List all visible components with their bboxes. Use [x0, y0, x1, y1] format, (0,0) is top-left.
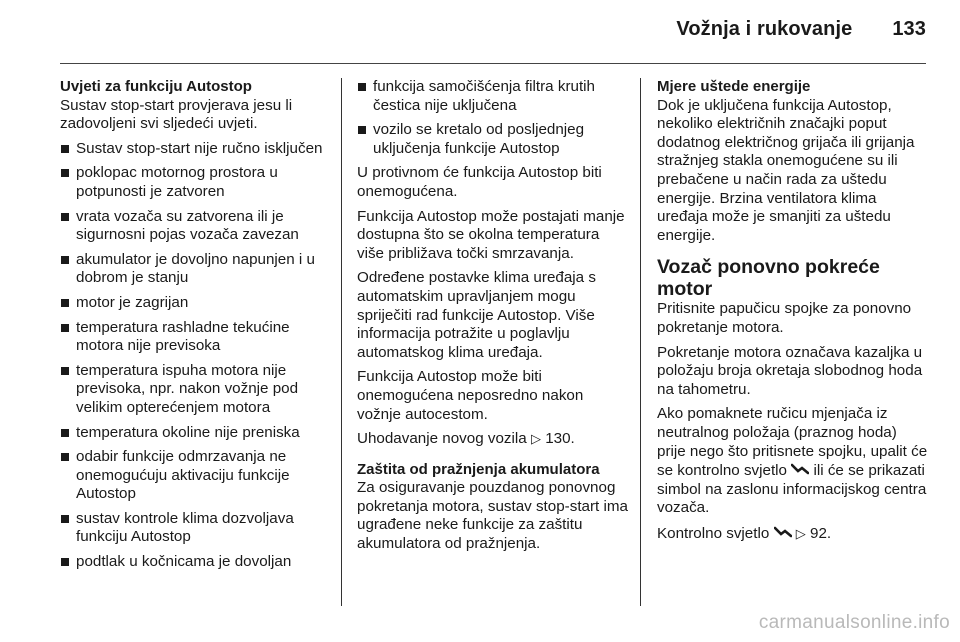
list-item: poklopac motornog prostora u potpunosti je zatvoren [60, 164, 336, 201]
list-item: odabir funkcije odmrzavanja ne onemogućuju aktivaciju funkcije Autostop [60, 448, 336, 504]
list-item: funkcija samočišćenja filtra krutih čestica nije uključena [357, 78, 629, 115]
paragraph: U protivnom će funkcija Autostop biti onemogućena. [357, 164, 602, 200]
list-item: sustav kontrole klima dozvoljava funkciju Autostop [60, 510, 336, 547]
triangle-right-outline-icon: ▷ [530, 431, 541, 447]
triangle-right-outline-icon: ▷ [795, 525, 806, 541]
condition-list-continued [357, 78, 629, 158]
watermark: carmanualsonline.info [758, 612, 950, 633]
condition-list [60, 140, 336, 572]
clutch-indicator-icon [774, 524, 792, 543]
header-rule [60, 63, 926, 64]
list-item: temperatura rashladne tekućine motora nije previsoka [60, 319, 336, 356]
list-item: akumulator je dovoljno napunjen i u dobrom je stanju [60, 251, 336, 288]
paragraph: Sustav stop-start provjerava jesu li zadovoljeni svi sljedeći uvjeti. [60, 96, 293, 133]
chapter-title: Vožnja i rukovanje [676, 18, 853, 40]
section-heading-autostop-conditions: Uvjeti za funkciju Autostop [60, 78, 252, 95]
section-heading-battery-protection: Zaštita od pražnjenja akumulatora [357, 460, 600, 478]
reference-page-link[interactable]: 92. [810, 524, 832, 542]
text: Ako pomaknete ručicu mjenjača iz neutralnog položaja (praznog hoda) prije nego što pritisnete spojku, upalit će se kontrolno svjetlo [657, 405, 928, 480]
reference-page-link[interactable]: 130. [545, 430, 575, 448]
list-item: Sustav stop-start nije ručno isključen [60, 140, 336, 159]
paragraph: Pritisnite papučicu spojke za ponovno pokretanje motora. [657, 300, 912, 336]
column-left [60, 78, 336, 578]
reference-text: Uhodavanje novog vozila [357, 430, 527, 448]
paragraph: Za osiguravanje pouzdanog ponovnog pokretanja motora, sustav stop-start ima ugrađene neke funkcije za zaštitu akumulatora od pražnjenja. [357, 479, 628, 553]
list-item: temperatura ispuha motora nije previsoka, npr. nakon vožnje pod velikim opterećenjem motora [60, 362, 336, 418]
column-middle [357, 78, 629, 560]
list-item: vrata vozača su zatvorena ili je sigurnosni pojas vozača zavezan [60, 208, 336, 245]
paragraph-cross-reference [357, 430, 629, 449]
list-item: vozilo se kretalo od posljednjeg uključenja funkcije Autostop [357, 121, 629, 158]
paragraph: Dok je uključena funkcija Autostop, nekoliko električnih značajki poput dodatnog električnog grijača ili grijanja stražnjeg stakla onemogućene su ili prebačene u način rada za uštedu energije. Brzina ventilatora klima uređaja može je smanjiti za uštedu energije. [657, 96, 915, 244]
page-header [60, 18, 926, 54]
clutch-indicator-icon [791, 461, 809, 480]
paragraph-with-indicator [657, 405, 929, 518]
section-heading-energy-saving: Mjere uštede energije [657, 78, 811, 95]
paragraph: Funkcija Autostop može biti onemogućena neposredno nakon vožnje autocestom. [357, 368, 584, 423]
column-divider-left [341, 78, 342, 606]
paragraph-cross-reference [657, 524, 929, 544]
paragraph: Pokretanje motora označava kazaljka u položaju broja okretaja slobodnog hoda na tahometru. [657, 343, 923, 398]
page-number: 133 [892, 18, 926, 40]
paragraph: Određene postavke klima uređaja s automatskim upravljanjem mogu spriječiti rad funkcije Autostop. Više informacija potražite u poglavlju automatskog klima uređaja. [357, 269, 596, 361]
list-item: temperatura okoline nije preniska [60, 424, 336, 443]
text: ili će se prikazati simbol na zaslonu informacijskog centra vozača. [657, 462, 927, 517]
list-item: podtlak u kočnicama je dovoljan [60, 553, 336, 572]
column-divider-right [640, 78, 641, 606]
column-right [657, 78, 929, 549]
section-heading-driver-restart: Vozač ponovno pokreće motor [657, 256, 880, 301]
list-item: motor je zagrijan [60, 294, 336, 313]
paragraph: Funkcija Autostop može postajati manje dostupna što se okolna temperatura više približava točki smrzavanja. [357, 207, 625, 262]
text: Kontrolno svjetlo [657, 524, 770, 542]
